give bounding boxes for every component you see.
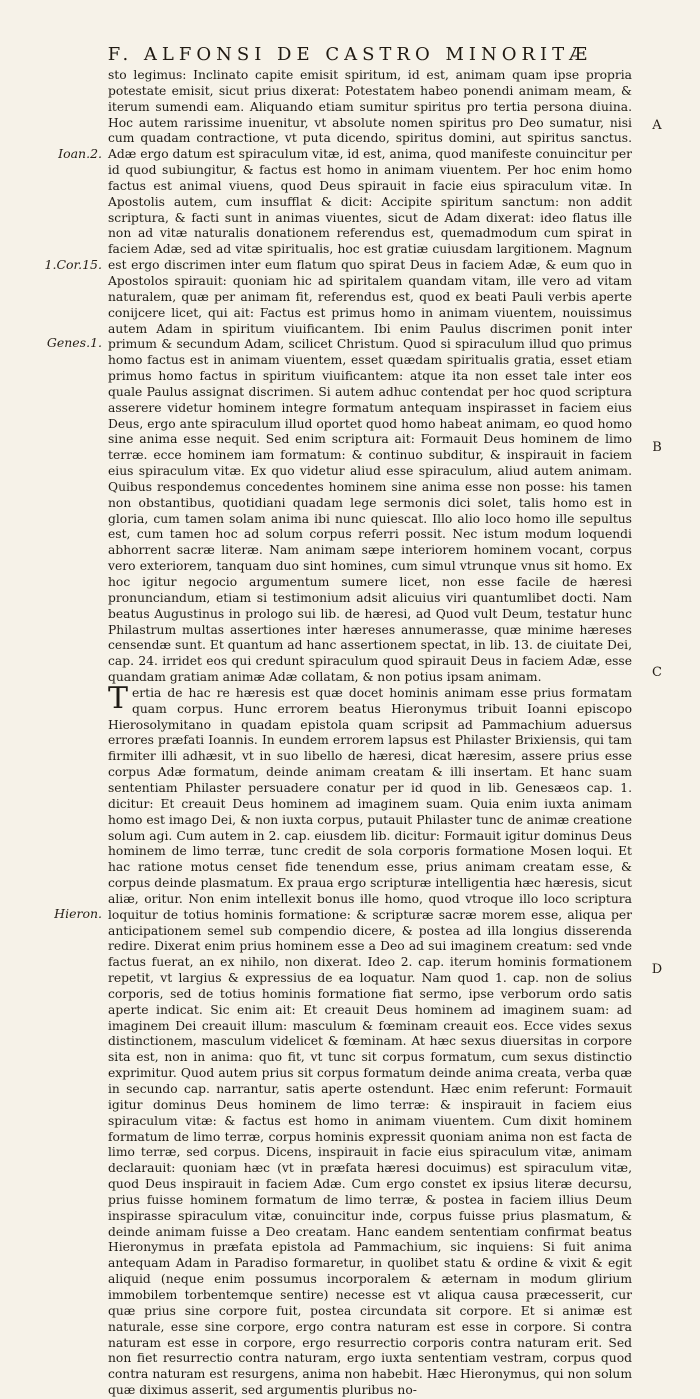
section-letter-c: C [652,665,662,680]
margin-note-ioan: Ioan.2. [58,146,102,161]
margin-note-cor: 1.Cor.15. [44,257,102,272]
margin-note-genes: Genes.1. [46,335,102,350]
paragraph-tertia-text: ertia de hac re hæresis est quæ docet hominis animam esse prius formatam quam corpus. Hunc errorem beatus Hieronymus tribuit Ioanni episcopo Hierosolymitano in quadam epistola quam scripsit ad Pammachium aduersus errores præfati Ioannis. In eundem errorem lapsus est Philaster Brixiensis, qui tam firmiter illi adhæsit, vt in suo libello de hæresi, dicat hæresim, assere prius esse corpus Adæ formatum, deinde animam creatam & illi insertam. Et hanc suam sententiam Philaster persuadere conatur per id quod in lib. Genesæos cap. 1. dicitur: Et creauit Deus hominem ad imaginem suam. Quia enim iuxta animam homo est imago Dei, & non iuxta corpus, putauit Philaster tunc de animæ creatione solum agi. Cum autem in 2. cap. eiusdem lib. dicitur: Formauit igitur dominus Deus hominem de limo terræ, tunc credit de sola corporis formatione Mosen loqui. Et hac ratione motus censet fide tenendum esse, prius animam creatam esse, & corpus deinde plasmatum. Ex praua ergo scripturæ intelligentia hæc hæresis, sicut aliæ, oritur. Non enim intellexit bonus ille homo, quod vtroque illo loco scriptura loquitur de totius hominis formatione: & scripturæ sacræ morem esse, aliqua per anticipationem semel sub compendio dicere, & postea ad illa longius disserenda redire. Dixerat enim prius hominem esse a Deo ad sui imaginem creatum: sed vnde factus fuerat, an ex nihilo, non dixerat. Ideo 2. cap. iterum hominis formationem repetit, vt largius & expressius de ea loquatur. Nam quod 1. cap. non de solius corporis, sed de totius hominis formatione fiat sermo, ipse verborum ordo satis aperte indicat. Sic enim ait: Et creauit Deus hominem ad imaginem suam: ad imaginem Dei creauit illum: masculum & fœminam creauit eos. Ecce vides sexus distinctionem, masculum videlicet & fœminam. At hæc sexus diuersitas in corpore sita est, non in anima: quo fit, vt tunc sit corpus formatum, cum sexus distinctio exprimitur. Quod autem prius sit corpus formatum deinde anima creata, verba quæ in secundo cap. narrantur, satis aperte ostendunt. Hæc enim referunt: Formauit igitur dominus Deus hominem de limo terræ: & inspirauit in faciem eius spiraculum vitæ: & factus est homo in animam viuentem. Cum dixit hominem formatum de limo terræ, corpus hominis expressit quoniam anima non est facta de limo terræ, sed corpus. Dicens, inspirauit in facie eius spiraculum vitæ, animam declarauit: quoniam hæc (vt in præfata hæresi docuimus) est spiraculum vitæ, quod Deus inspirauit in faciem Adæ. Cum ergo constet ex ipsius literæ decursu, prius fuisse hominem formatum de limo terræ, & postea in faciem illius Deum inspirasse spiraculum vitæ, conuincitur inde, corpus fuisse prius plasmatum, & deinde animam fuisse a Deo creatam. Hanc eandem sententiam confirmat beatus Hieronymus in præfata epistola ad Pammachium, sic inquiens: Si fuit anima antequam Adam in Paradiso formaretur, in quolibet statu & ordine & vixit & egit aliquid (neque enim possumus incorporalem & æternam in modum glirium immobilem torbentemque sentire) necesse est vt aliqua causa præcesserit, cur quæ prius sine corpore fuit, postea circundata sit corpore. Et si animæ est naturale, esse sine corpore, ergo contra naturam est esse in corpore. Si contra naturam est esse in corpore, ergo resurrectio corporis contra naturam erit. Sed non fiet resurrectio contra naturam, ergo iuxta sententiam vestram, corpus quod contra naturam est resurgens, anima non habebit. Hæc Hieronymus, qui non solum quæ diximus asserit, sed argumentis pluribus no- [108,685,632,1398]
section-letter-a: A [652,118,662,133]
margin-note-hieron: Hieron. [54,906,102,921]
paragraph-spiritus: sto legimus: Inclinato capite emisit spiritum, id est, animam quam ipse propria potestate emisit, sicut prius dixerat: Potestatem habeo ponendi animam meam, & iterum sumendi eam. Aliquando etiam sumitur spiritus pro tertia persona diuina. Hoc autem rarissime inuenitur, vt absolute nomen spiritus pro Deo sumatur, nisi cum quadam contractione, vt puta dicendo, spiritus domini, aut spiritus sanctus. Adæ ergo datum est spiraculum vitæ, id est, anima, quod manifeste conuincitur per id quod subiungitur, & factus est homo in animam viuentem. Per hoc enim homo factus est animal viuens, quod Deus spirauit in facie eius spiraculum vitæ. In Apostolis autem, cum insufflat & dicit: Accipite spiritum sanctum: non addit scriptura, & facti sunt in animas viuentes, sicut de Adam dixerat: ideo flatus ille non ad vitæ naturalis donationem referendus est, quemadmodum cum spirat in faciem Adæ, sed ad vitæ spiritualis, hoc est gratiæ cuiusdam largitionem. Magnum est ergo discrimen inter eum flatum quo spirat Deus in faciem Adæ, & eum quo in Apostolos spirauit: quoniam hic ad spiritalem quandam vitam, ille vero ad vitam naturalem, quæ per animam fit, referendus est, quod ex beati Pauli verbis aperte conijcere licet, qui ait: Factus est primus homo in animam viuentem, nouissimus autem Adam in spiritum viuificantem. Ibi enim Paulus discrimen ponit inter primum & secundum Adam, scilicet Christum. Quod si spiraculum illud quo primus homo factus est in animam viuentem, esset quædam spiritualis gratia, esset etiam primus homo factus in spiritum viuificantem: atque ita non esset tale inter eos quale Paulus assignat discrimen. Si autem adhuc contendat per hoc quod scriptura asserere videtur hominem integre formatum antequam inspirasset in faciem eius Deus, ergo ante spiraculum illud oportet quod homo habeat animam, eo quod homo sine anima esse nequit. Sed enim scriptura ait: Formauit Deus hominem de limo terræ. ecce hominem iam formatum: & continuo subditur, & inspirauit in faciem eius spiraculum vitæ. Ex quo videtur aliud esse spiraculum, aliud autem animam. Quibus respondemus concedentes hominem sine anima esse non posse: his tamen non obstantibus, quotidiani quadam lege sermonis dici solet, talis homo est in gloria, cum tamen solam anima ibi nunc quiescat. Illo alio loco homo ille sepultus est, cum tamen hoc ad solum corpus referri possit. Nec istum modum loquendi abhorrent sacræ literæ. Nam animam sæpe interiorem hominem vocant, corpus vero exteriorem, tanquam duo sint homines, cum simul vtrunque vnus sit homo. Ex hoc igitur negocio argumentum sumere licet, non esse facile de hæresi pronunciandum, etiam si testimonium adsit alicuius viri quantumlibet docti. Nam beatus Augustinus in prologo sui lib. de hæresi, ad Quod vult Deum, testatur hunc Philastrum multas assertiones inter hæreses annumerasse, quæ minime hæreses censendæ sunt. Et quantum ad hanc assertionem spectat, in lib. 13. de ciuitate Dei, cap. 24. irridet eos qui credunt spiraculum quod spirauit Deus in faciem Adæ, esse quandam gratiam animæ Adæ collatam, & non potius ipsam animam. [108,68,632,685]
body-text [108,68,632,1399]
drop-initial: T [108,680,129,716]
paragraph-tertia-haeresis [108,680,632,1399]
running-head: F. ALFONSI DE CASTRO MINORITÆ [107,44,593,65]
section-letter-d: D [651,962,663,977]
section-letter-b: B [652,440,662,455]
